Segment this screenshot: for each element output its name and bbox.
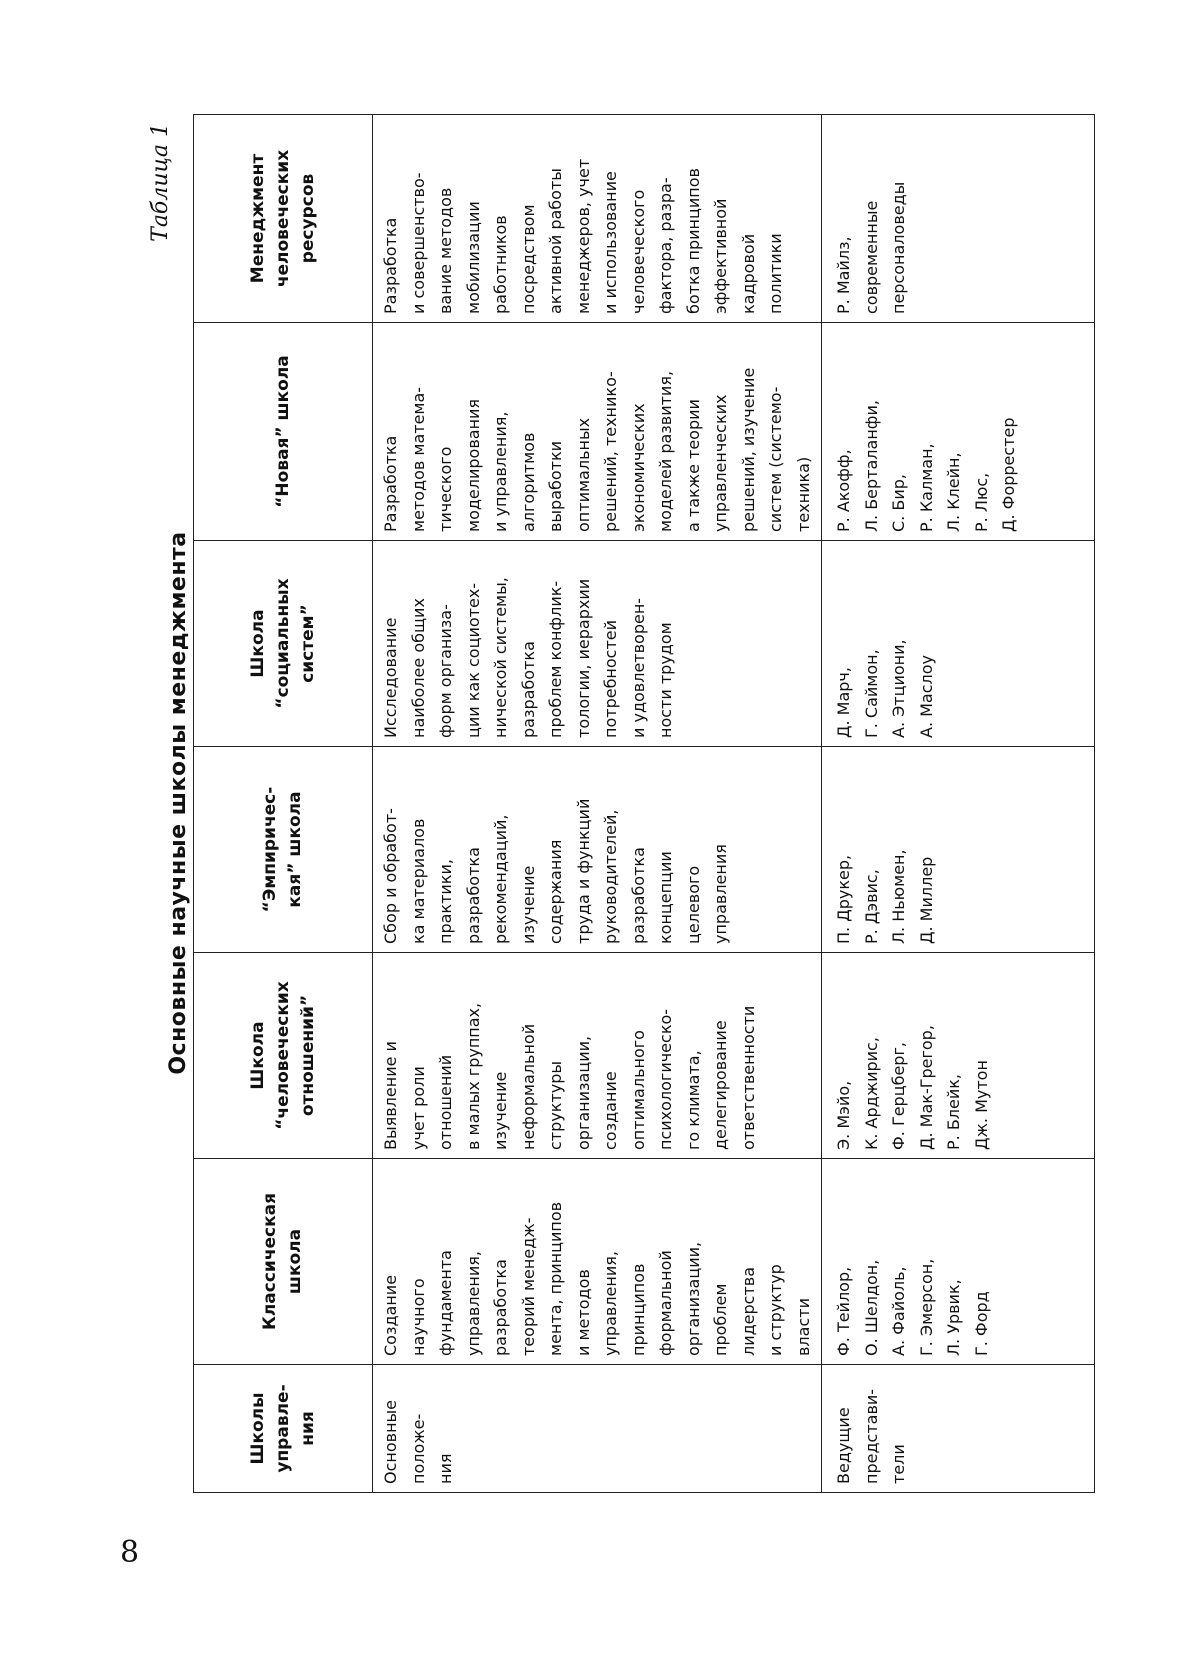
header-classical: Классическая школа bbox=[194, 1159, 373, 1365]
table-cell: Разработка методов матема- тического моделирования и управления, алгоритмов выработки оптимальных решений, технико- экономических моделей развития, а также теории управленческих решений, изучение систем (системо- техника) bbox=[373, 323, 822, 541]
table-cell: Р. Акофф, Л. Берталанфи, С. Бир, Р. Калман, Л. Клейн, Р. Люс, Д. Форрестер bbox=[822, 323, 1095, 541]
table-cell: Сбор и обработ- ка материалов практики, разработка рекомендаций, изучение содержания труда и функций руководителей, разработка концепции целевого управления bbox=[373, 747, 822, 953]
header-new-school: “Новая” школа bbox=[194, 323, 373, 541]
table-cell: Создание научного фундамента управления, разработка теорий менедж- мента, принципов и методов управления, принципов формальной организации, проблем лидерства и структур власти bbox=[373, 1159, 822, 1365]
table-title: Основные научные школы менеджмента bbox=[166, 531, 191, 1075]
table-label: Таблица 1 bbox=[148, 123, 173, 242]
header-schools: Школы управле- ния bbox=[194, 1365, 373, 1493]
table-cell: Исследование наиболее общих форм организа- ции как социотех- нической системы, разработка проблем конфлик- тологии, иерархии потребностей и удовлетворен- ности трудом bbox=[373, 541, 822, 747]
row-label-positions: Основные положе- ния bbox=[373, 1365, 822, 1493]
header-empirical: “Эмпиричес- кая” школа bbox=[194, 747, 373, 953]
table-header-row bbox=[194, 115, 373, 1493]
header-human-relations: Школа “человеческих отношений” bbox=[194, 953, 373, 1159]
table-cell: Разработка и совершенство- вание методов мобилизации работников посредством активной работы менеджеров, учет и использование человеческого фактора, разра- ботка принципов эффективной кадровой политики bbox=[373, 115, 822, 323]
table-cell: П. Друкер, Р. Дэвис, Л. Ньюмен, Д. Миллер bbox=[822, 747, 1095, 953]
table-cell: Д. Марч, Г. Саймон, А. Этциони, А. Маслоу bbox=[822, 541, 1095, 747]
row-label-representatives: Ведущие представи- тели bbox=[822, 1365, 1095, 1493]
rotated-table-region bbox=[148, 113, 1028, 1493]
schools-table bbox=[193, 114, 1095, 1493]
table-cell: Р. Майлз, современные персоналоведы bbox=[822, 115, 1095, 323]
table-row bbox=[373, 115, 822, 1493]
table-row bbox=[822, 115, 1095, 1493]
table-cell: Э. Мэйо, К. Арджирис, Ф. Герцберг, Д. Мак-Грегор, Р. Блейк, Дж. Мутон bbox=[822, 953, 1095, 1159]
header-social-systems: Школа “социальных систем” bbox=[194, 541, 373, 747]
table-cell: Выявление и учет роли отношений в малых группах, изучение неформальной структуры организации, создание оптимального психологическо- го климата, делегирование ответственности bbox=[373, 953, 822, 1159]
page-number: 8 bbox=[120, 1535, 140, 1570]
table-cell: Ф. Тейлор, О. Шелдон, А. Файоль, Г. Эмерсон, Л. Урвик, Г. Форд bbox=[822, 1159, 1095, 1365]
header-hrm: Менеджмент человеческих ресурсов bbox=[194, 115, 373, 323]
